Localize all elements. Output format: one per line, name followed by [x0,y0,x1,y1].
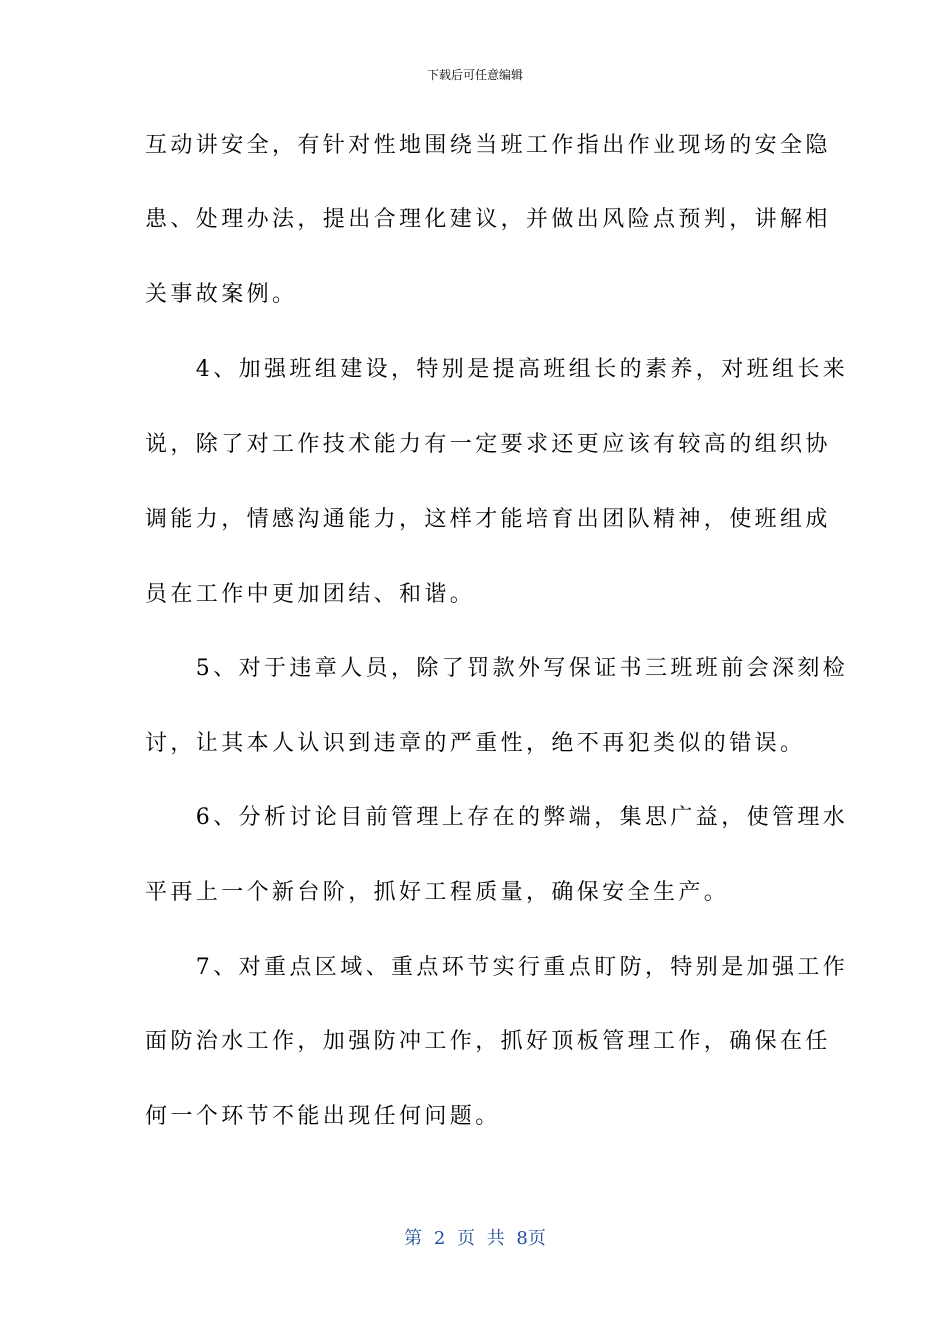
body-line: 员在工作中更加团结、和谐。 [145,582,476,607]
body-line: 调能力，情感沟通能力，这样才能培育出团队精神，使班组成 [145,507,831,532]
body-line: 讨，让其本人认识到违章的严重性，绝不再犯类似的错误。 [145,731,806,756]
body-line: 6、分析讨论目前管理上存在的弊端，集思广益，使管理水 [145,805,849,830]
body-line: 4、加强班组建设，特别是提高班组长的素养，对班组长来 [145,357,849,382]
body-line: 说，除了对工作技术能力有一定要求还更应该有较高的组织协 [145,432,831,457]
body-line: 何一个环节不能出现任何问题。 [145,1104,501,1129]
body-line: 面防治水工作，加强防冲工作，抓好顶板管理工作，确保在任 [145,1029,831,1054]
body-line: 5、对于违章人员，除了罚款外写保证书三班班前会深刻检 [145,656,849,681]
page-number-footer: 第 2 页 共 8页 [404,1228,546,1249]
body-line: 平再上一个新台阶，抓好工程质量，确保安全生产。 [145,880,730,905]
header-note: 下载后可任意编辑 [426,68,523,82]
body-line: 7、对重点区域、重点环节实行重点盯防，特别是加强工作 [145,955,849,980]
body-line: 关事故案例。 [145,282,298,307]
body-line: 互动讲安全，有针对性地围绕当班工作指出作业现场的安全隐 [145,133,831,158]
body-line: 患、处理办法，提出合理化建议，并做出风险点预判，讲解相 [145,207,831,232]
